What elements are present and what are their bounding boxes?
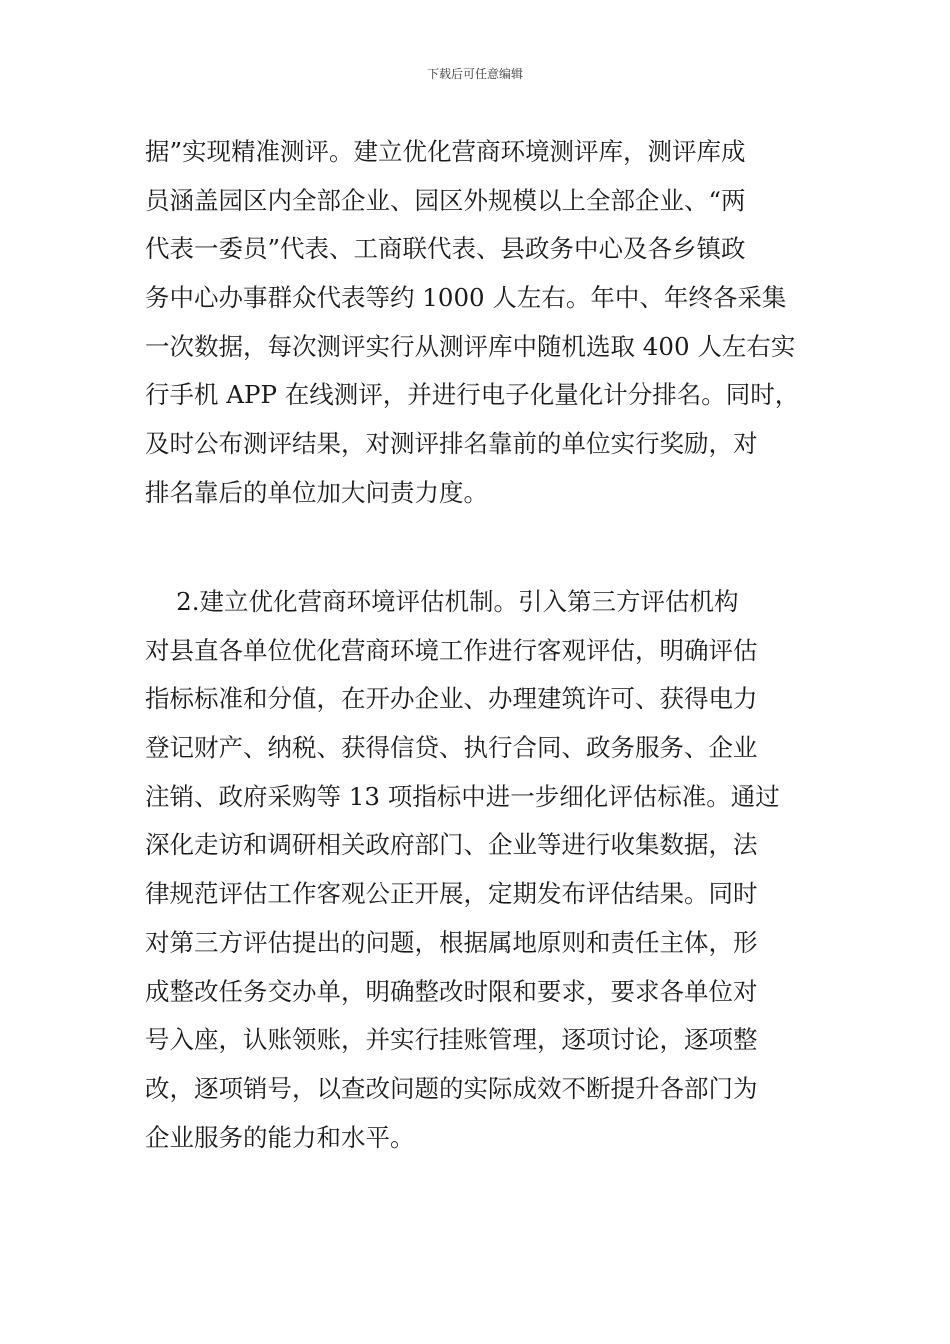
text-line: 深化走访和调研相关政府部门、企业等进行收集数据，法 (145, 830, 758, 860)
paragraph-1 (145, 128, 810, 518)
text-line: 排名靠后的单位加大问责力度。 (145, 477, 488, 507)
text-line: 成整改任务交办单，明确整改时限和要求，要求各单位对 (145, 976, 758, 1006)
text-line: 一次数据，每次测评实行从测评库中随机选取 400 人左右实 (145, 331, 796, 361)
text-line: 指标标准和分值，在开办企业、办理建筑许可、获得电力 (145, 684, 758, 714)
page-header: 下载后可任意编辑 (426, 67, 523, 81)
text-line: 2.建立优化营商环境评估机制。引入第三方评估机构 (145, 587, 739, 616)
text-line: 号入座，认账领账，并实行挂账管理，逐项讨论，逐项整 (145, 1025, 758, 1055)
text-line: 对第三方评估提出的问题，根据属地原则和责任主体，形 (145, 927, 758, 957)
text-line: 代表一委员”代表、工商联代表、县政务中心及各乡镇政 (145, 234, 746, 264)
text-line: 及时公布测评结果，对测评排名靠前的单位实行奖励，对 (145, 429, 758, 459)
text-line: 律规范评估工作客观公正开展，定期发布评估结果。同时 (145, 879, 758, 909)
text-line: 登记财产、纳税、获得信贷、执行合同、政务服务、企业 (145, 733, 758, 763)
text-line: 行手机 APP 在线测评，并进行电子化量化计分排名。同时， (145, 380, 800, 410)
text-line: 企业服务的能力和水平。 (145, 1122, 415, 1152)
text-line: 员涵盖园区内全部企业、园区外规模以上全部企业、“两 (145, 185, 746, 215)
paragraph-2 (145, 578, 810, 1162)
text-line: 务中心办事群众代表等约 1000 人左右。年中、年终各采集 (145, 283, 787, 313)
text-line: 据”实现精准测评。建立优化营商环境测评库，测评库成 (145, 137, 746, 166)
text-line: 对县直各单位优化营商环境工作进行客观评估，明确评估 (145, 635, 758, 665)
text-line: 注销、政府采购等 13 项指标中进一步细化评估标准。通过 (145, 781, 780, 811)
text-line: 改，逐项销号，以查改问题的实际成效不断提升各部门为 (145, 1073, 758, 1103)
